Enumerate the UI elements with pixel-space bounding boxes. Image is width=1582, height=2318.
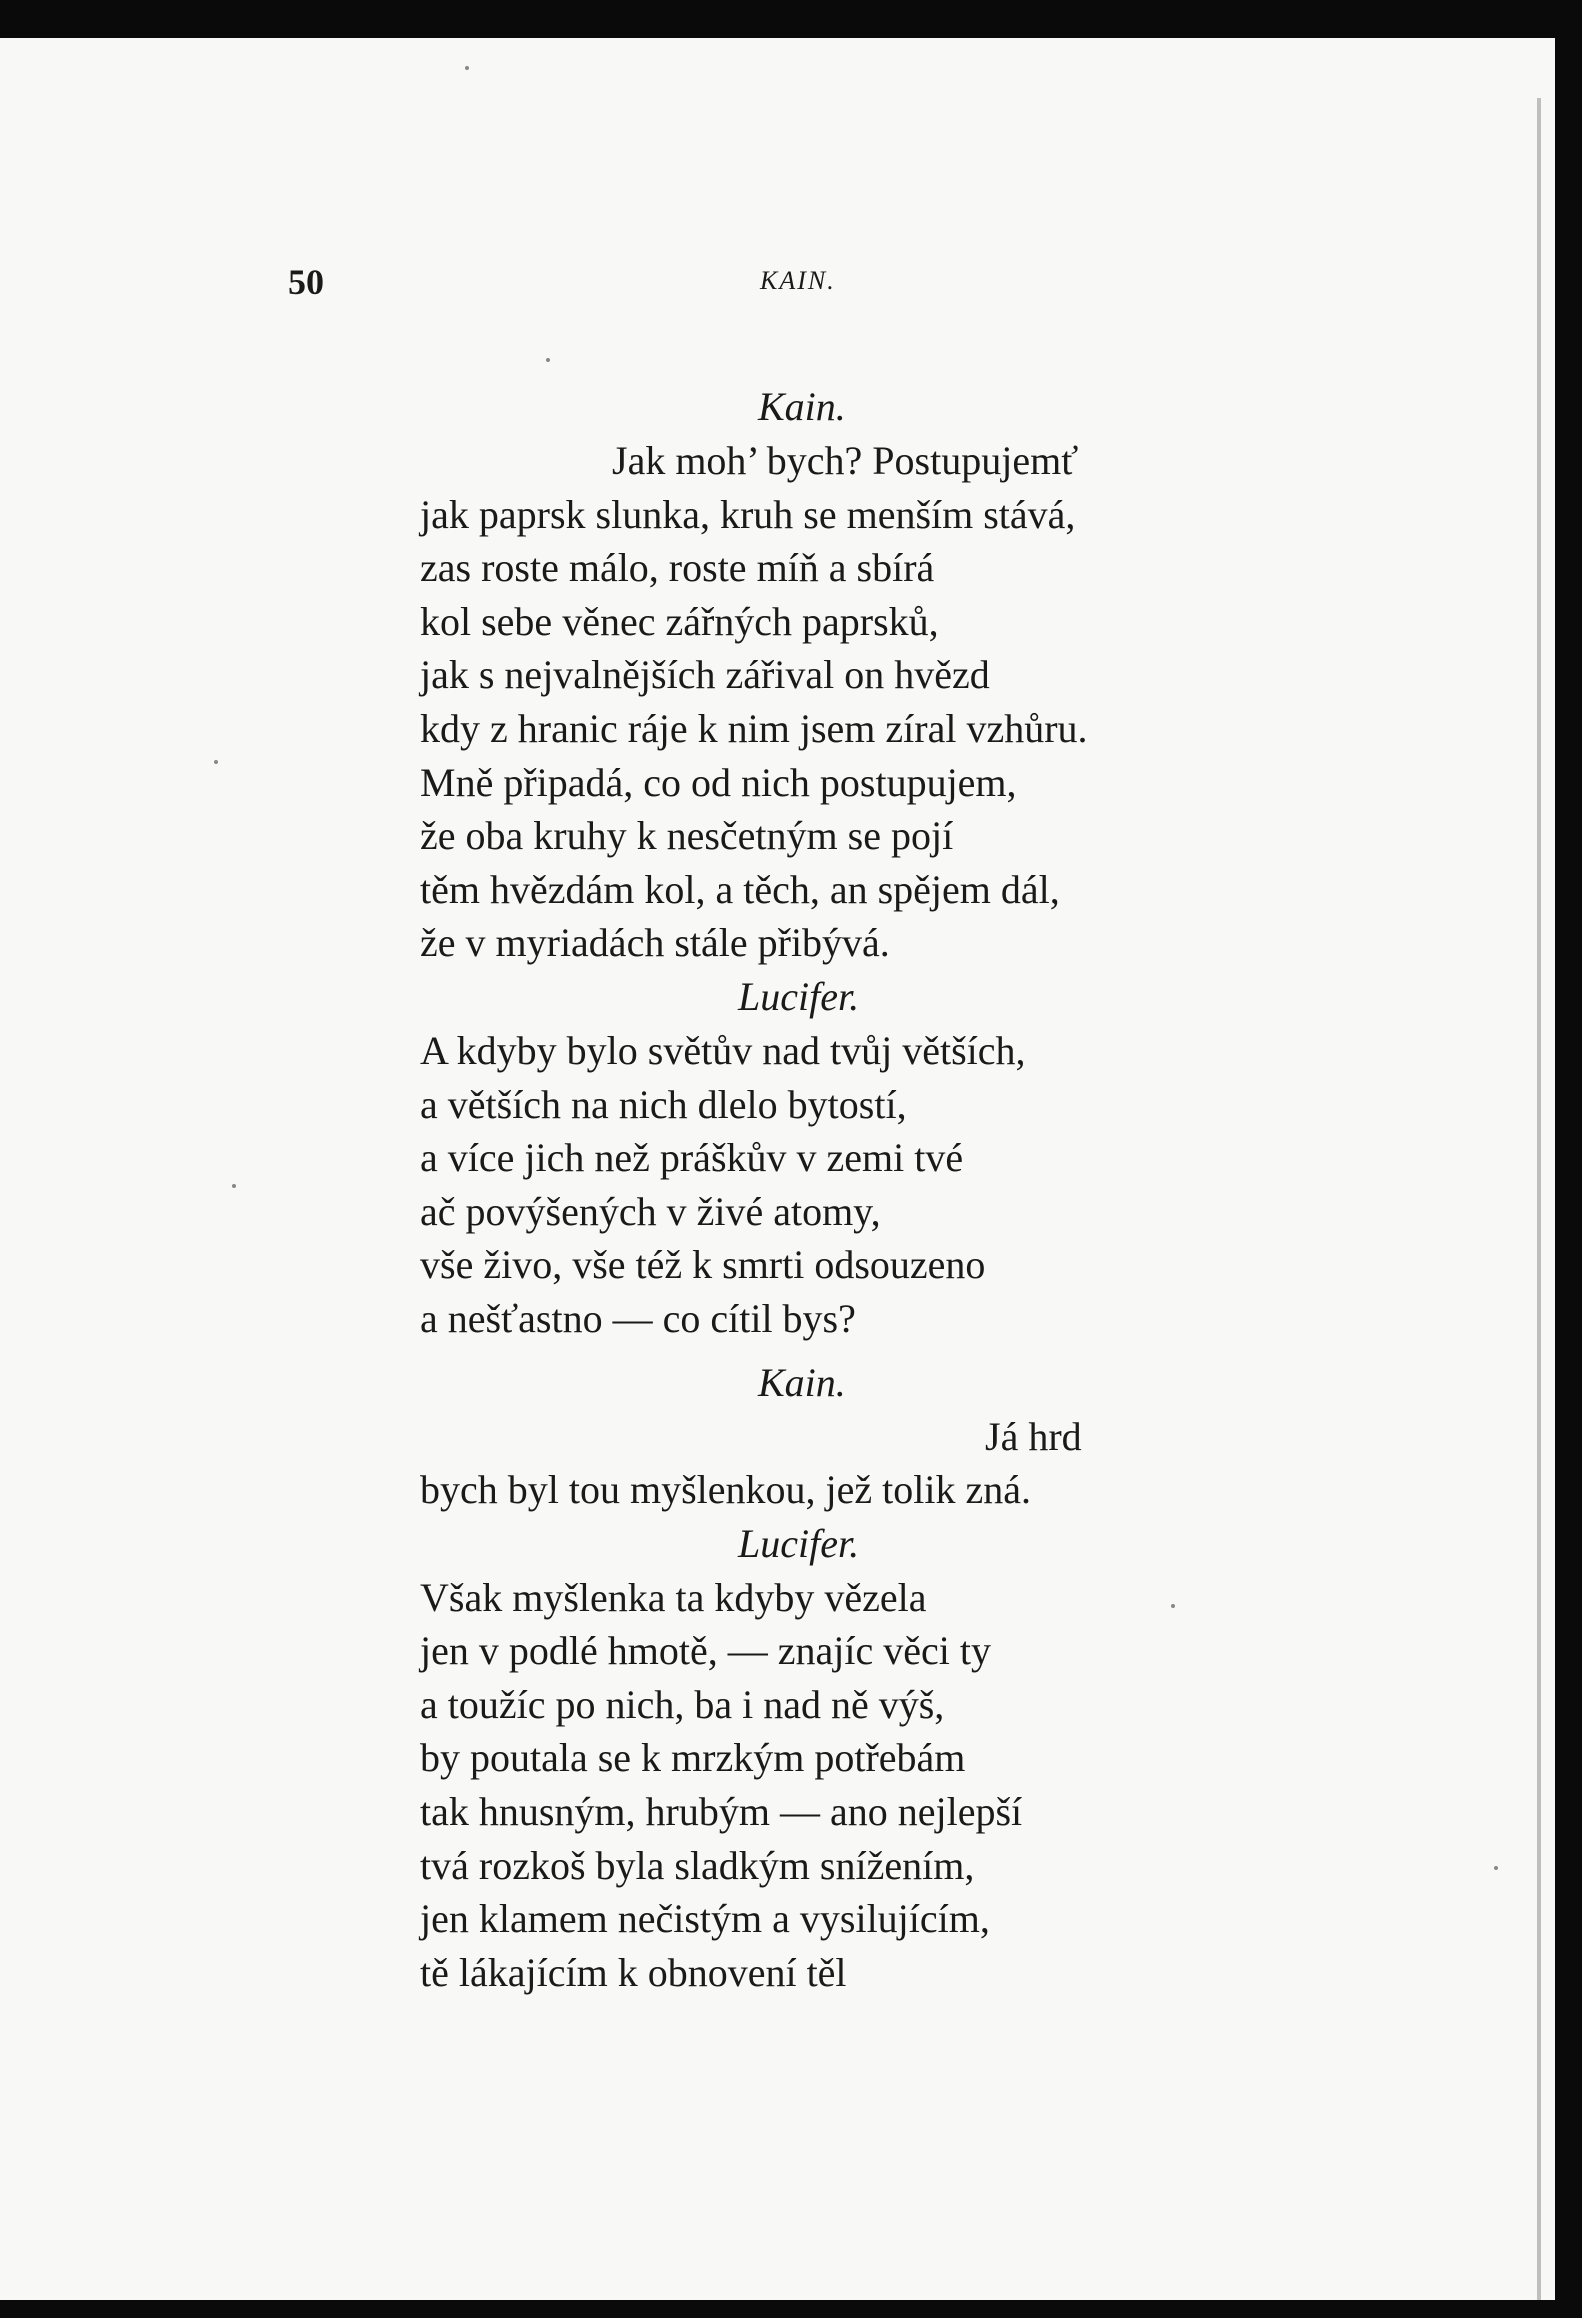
verse-line: Však myšlenka ta kdyby vězela: [420, 1574, 927, 1620]
scan-border-top: [0, 0, 1582, 38]
verse-line: tak hnusným, hrubým — ano nejlepší: [420, 1789, 1023, 1835]
verse-line: jak s nejvalnějších zářival on hvězd: [420, 652, 990, 698]
verse-line: jen v podlé hmotě, — znajíc věci ty: [420, 1628, 991, 1674]
verse-line: a toužíc po nich, ba i nad ně výš,: [420, 1681, 945, 1727]
speaker-name: Lucifer.: [738, 1520, 860, 1566]
running-title: KAIN.: [760, 266, 836, 295]
verse-line: jak paprsk slunka, kruh se menším stává,: [420, 491, 1076, 537]
verse-line: vše živo, vše též k smrti odsouzeno: [420, 1242, 986, 1288]
verse-line: Mně připadá, co od nich postupujem,: [420, 759, 1017, 805]
scan-speck: [465, 66, 469, 70]
scan-speck: [232, 1184, 236, 1188]
scan-speck: [546, 358, 550, 362]
verse-line: těm hvězdám kol, a těch, an spějem dál,: [420, 866, 1060, 912]
speaker-name: Lucifer.: [738, 973, 860, 1019]
verse-line: A kdyby bylo světův nad tvůj větších,: [420, 1027, 1026, 1073]
scan-border-bottom: [0, 2300, 1582, 2318]
speaker-name: Kain.: [758, 1359, 846, 1405]
verse-line: a více jich než práškův v zemi tvé: [420, 1135, 964, 1181]
verse-line: Jak moh’ bych? Postupujemť: [612, 438, 1079, 483]
poem-text: [420, 380, 1420, 1999]
verse-line: tě lákajícím k obnovení těl: [420, 1949, 847, 1995]
verse-line: tvá rozkoš byla sladkým snížením,: [420, 1842, 975, 1888]
verse-line: že v myriadách stále přibývá.: [420, 920, 890, 966]
verse-line: jen klamem nečistým a vysilujícím,: [420, 1896, 990, 1942]
scan-speck: [214, 760, 218, 764]
verse-line: kol sebe věnec zářných paprsků,: [420, 598, 939, 644]
scan-border-right: [1555, 0, 1582, 2318]
verse-line: by poutala se k mrzkým potřebám: [420, 1735, 966, 1781]
verse-line: kdy z hranic ráje k nim jsem zíral vzhůru.: [420, 705, 1088, 751]
page-number: 50: [288, 262, 324, 302]
verse-line: bych byl tou myšlenkou, jež tolik zná.: [420, 1467, 1031, 1513]
verse-line: a nešťastno — co cítil bys?: [420, 1295, 856, 1341]
verse-line: ač povýšených v živé atomy,: [420, 1188, 881, 1234]
page-edge-rule: [1537, 98, 1541, 2300]
spacer: [420, 1346, 1420, 1356]
verse-line: zas roste málo, roste míň a sbírá: [420, 545, 935, 591]
scan-speck: [1171, 1604, 1175, 1608]
speaker-name: Kain.: [758, 384, 846, 429]
verse-line: že oba kruhy k nesčetným se pojí: [420, 813, 954, 859]
scan-speck: [1494, 1866, 1498, 1870]
verse-line: a větších na nich dlelo bytostí,: [420, 1081, 907, 1127]
verse-line: Já hrd: [985, 1413, 1082, 1459]
book-page: [0, 38, 1555, 2300]
